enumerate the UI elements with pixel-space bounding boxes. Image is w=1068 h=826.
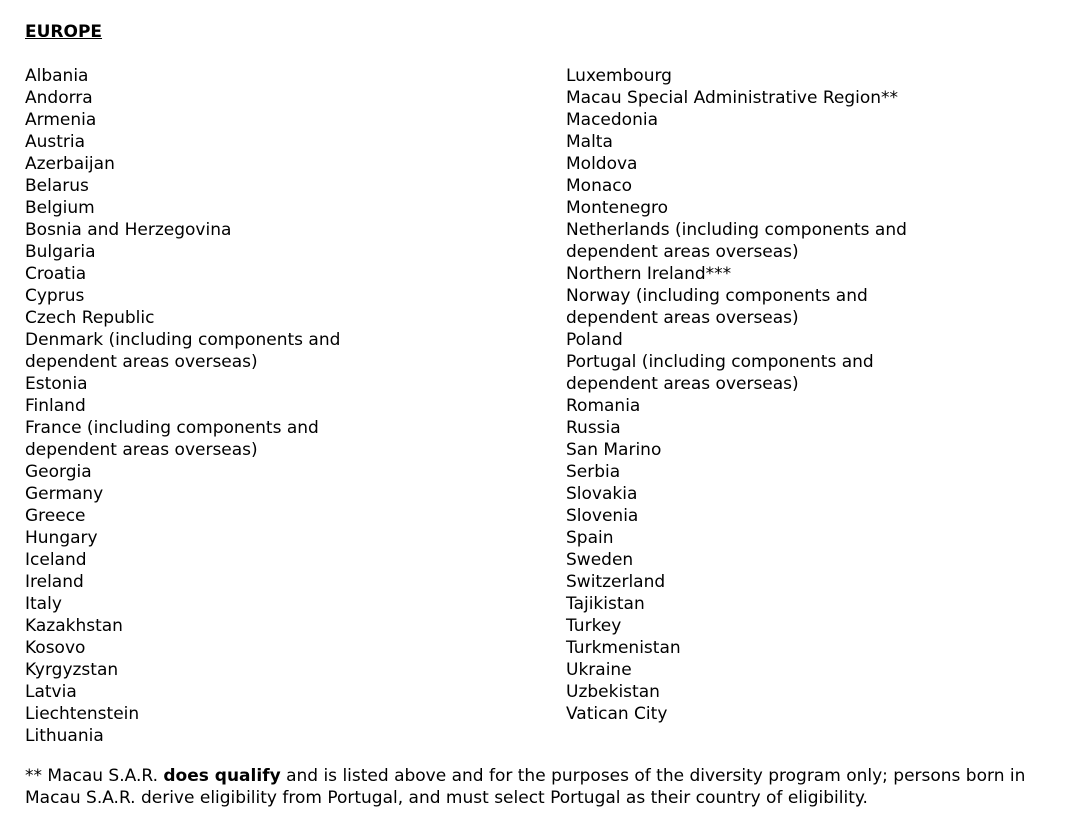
country-item: Czech Republic: [25, 308, 155, 328]
country-item: Tajikistan: [566, 594, 645, 614]
country-item: Poland: [566, 330, 623, 350]
country-item: Serbia: [566, 462, 621, 482]
country-item: Latvia: [25, 682, 77, 702]
country-item: Vatican City: [566, 704, 668, 724]
country-item: Kosovo: [25, 638, 86, 658]
country-item: France (including components and dependent areas overseas): [25, 418, 319, 460]
country-item: Germany: [25, 484, 104, 504]
footnote: [25, 765, 1055, 809]
country-item: Turkmenistan: [566, 638, 681, 658]
footnote-prefix: ** Macau S.A.R.: [25, 766, 164, 786]
country-item: Armenia: [25, 110, 97, 130]
footnote-emphasis: does qualify: [163, 766, 281, 786]
country-item: Portugal (including components and dependent areas overseas): [566, 352, 874, 394]
country-item: Montenegro: [566, 198, 669, 218]
section-heading: EUROPE: [25, 22, 103, 42]
country-item: Andorra: [25, 88, 93, 108]
country-item: Hungary: [25, 528, 98, 548]
country-item: Croatia: [25, 264, 87, 284]
country-item: Norway (including components and dependent areas overseas): [566, 286, 868, 328]
country-item: Georgia: [25, 462, 92, 482]
country-item: Slovenia: [566, 506, 639, 526]
country-item: Ireland: [25, 572, 84, 592]
country-item: Moldova: [566, 154, 638, 174]
country-item: Turkey: [566, 616, 622, 636]
country-item: Spain: [566, 528, 614, 548]
country-item: Azerbaijan: [25, 154, 115, 174]
country-list-left: [25, 65, 545, 747]
country-list-right: [566, 65, 1046, 725]
country-item: Italy: [25, 594, 62, 614]
country-item: Lithuania: [25, 726, 104, 746]
country-item: Switzerland: [566, 572, 666, 592]
country-item: Monaco: [566, 176, 633, 196]
country-item: Netherlands (including components and dependent areas overseas): [566, 220, 907, 262]
country-item: Macau Special Administrative Region**: [566, 88, 899, 108]
country-item: Bosnia and Herzegovina: [25, 220, 232, 240]
country-item: Estonia: [25, 374, 88, 394]
country-item: Albania: [25, 66, 89, 86]
country-item: San Marino: [566, 440, 662, 460]
country-item: Kazakhstan: [25, 616, 123, 636]
country-item: Uzbekistan: [566, 682, 660, 702]
country-item: Romania: [566, 396, 641, 416]
country-item: Luxembourg: [566, 66, 672, 86]
country-item: Belarus: [25, 176, 89, 196]
country-item: Macedonia: [566, 110, 658, 130]
country-item: Greece: [25, 506, 86, 526]
country-item: Northern Ireland***: [566, 264, 732, 284]
country-item: Bulgaria: [25, 242, 96, 262]
country-item: Liechtenstein: [25, 704, 140, 724]
country-item: Ukraine: [566, 660, 632, 680]
country-item: Kyrgyzstan: [25, 660, 119, 680]
country-item: Malta: [566, 132, 613, 152]
country-item: Finland: [25, 396, 86, 416]
country-item: Iceland: [25, 550, 87, 570]
country-item: Denmark (including components and dependent areas overseas): [25, 330, 341, 372]
country-item: Austria: [25, 132, 86, 152]
country-item: Belgium: [25, 198, 95, 218]
country-item: Sweden: [566, 550, 634, 570]
country-item: Cyprus: [25, 286, 85, 306]
country-item: Slovakia: [566, 484, 638, 504]
footnote-suffix: and is listed above and for the purposes of the diversity program only; persons born in Macau S.A.R. derive eligibility from Portugal, and must select Portugal as their country of eligibility.: [25, 766, 1026, 808]
country-item: Russia: [566, 418, 621, 438]
